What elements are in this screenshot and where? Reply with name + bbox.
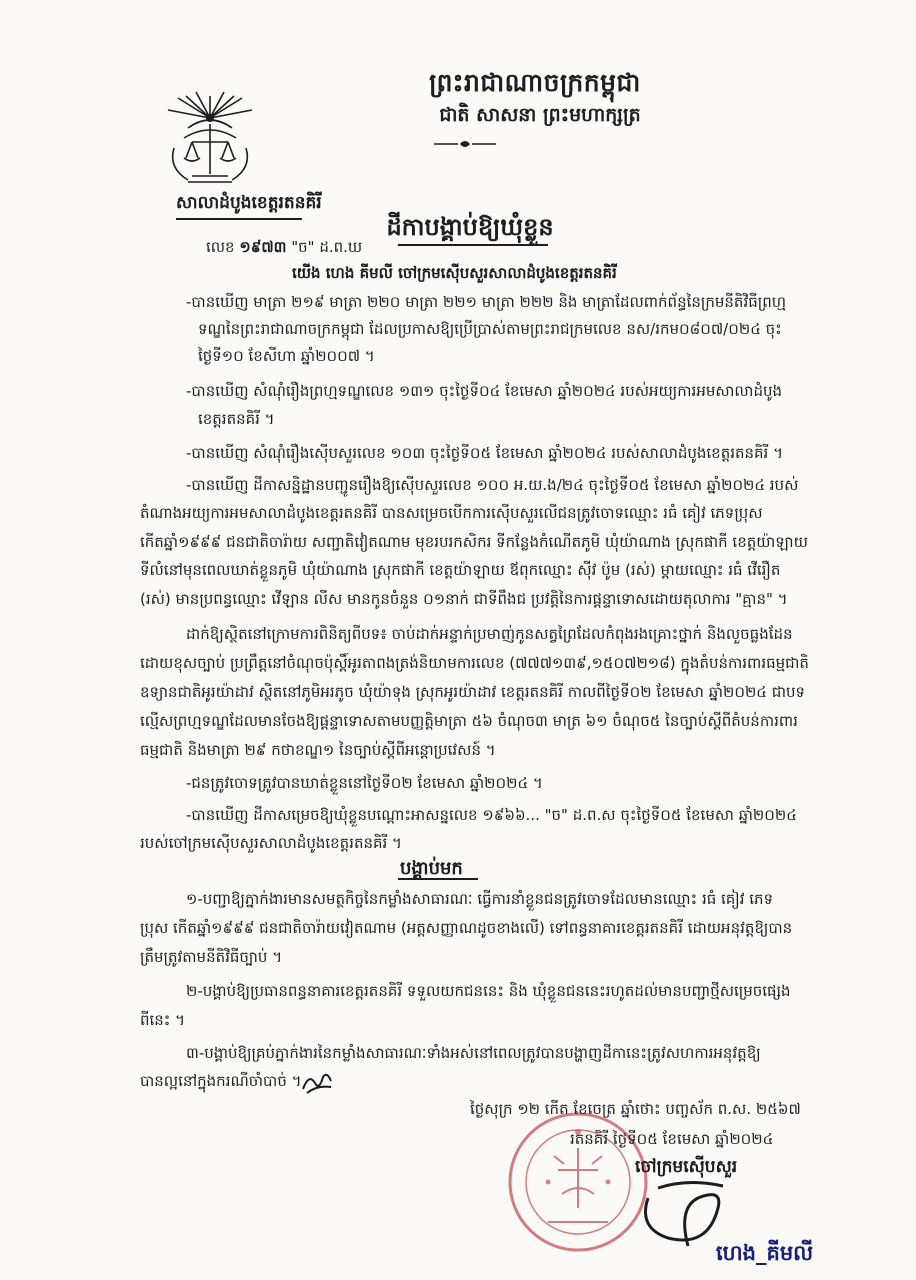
- reference-number: [206, 238, 362, 260]
- title-underline: [398, 244, 548, 246]
- body-line: ខេត្តរតនគិរី ។: [198, 410, 275, 428]
- body-line: ទីលំនៅមុនពេលឃាត់ខ្លួនភូមិ ឃុំយ៉ាណាង ស្រុកផាកី ខេត្តយ៉ាឡាយ ឪពុកឈ្មោះ ស៊ីវ ប៉ូម (រស់) ម្ដាយឈ្មោះ រធំ វើរឿត: [140, 561, 781, 579]
- body-line: ធម្មជាតិ និងមាត្រា ២៩ កថាខណ្ឌ១ នៃច្បាប់ស្ដីពីអន្តោប្រវេសន៍ ។: [140, 741, 496, 759]
- order-line: ២-បង្គាប់ឱ្យប្រធានពន្ធនាគារខេត្តរតនគិរី ទទួលយកជននេះ និង ឃុំខ្លួនជននេះរហូតដល់មានបញ្ជាថ្មីសម្រេចផ្សេង: [186, 982, 791, 1000]
- body-line: ល្មើសព្រហ្មទណ្ឌដែលមានចែងឱ្យផ្ដន្ទាទោសតាមបញ្ញត្តិមាត្រា ៥៦ ចំណុច៣ មាត្រ ៦១ ចំណុច៥ នៃច្បាប់ស្ដីពីតំបន់ការពារ: [140, 712, 798, 730]
- body-line: ដោយខុសច្បាប់ ប្រព្រឹត្តនៅចំណុចប៉ុស្ដិ៍អូរតាពងត្រង់និយាមការលេខ (៧៧៧១៣៩,១៥០៧២១៨) ក្នុងតំបន់ការពារធម្មជាតិ: [140, 654, 809, 672]
- body-line: តំណាងអយ្យការអមសាលាដំបូងខេត្តរតនគិរី បានសម្រេចបើកការស៊ើបសួរលើជនត្រូវចោទឈ្មោះ រធំ គៀវ ភេទប្រុស: [140, 504, 763, 522]
- orders-heading-underline: [398, 878, 478, 880]
- body-line: ទណ្ឌនៃព្រះរាជាណាចក្រកម្ពុជា ដែលប្រកាសឱ្យប្រើប្រាស់តាមព្រះរាជក្រមលេខ នស/រកម០៨០៧/០២៤ ចុះ: [198, 320, 782, 338]
- signer-name: ហេង_គីមលី: [716, 1241, 814, 1265]
- ornament-divider-icon: [432, 138, 498, 150]
- order-line: ពីនេះ ។: [140, 1011, 186, 1029]
- order-line: ត្រឹមត្រូវតាមនីតិវិធីច្បាប់ ។: [140, 948, 283, 966]
- body-line: កើតឆ្នាំ១៩៩៩ ជនជាតិចារ៉ាយ សញ្ជាតិវៀតណាម មុខរបរកសិករ ទីកន្លែងកំណើតភូមិ ឃុំយ៉ាណាង ស្រុកផាកី ខេត្តយ៉ាឡាយ: [140, 533, 808, 551]
- order-line: ប្រុស កើតឆ្នាំ១៩៩៩ ជនជាតិចារ៉ាយវៀតណាម (អត្តសញ្ញាណដូចខាងលើ) ទៅពន្ធនាគារខេត្តរតនគិរី ដោយអនុវត្តឱ្យបាន: [140, 919, 793, 937]
- body-line: -បានឃើញ ដីកាសន្និដ្ឋានបញ្ជូនរឿងឱ្យស៊ើបសួរលេខ ១០០ អ.យ.ង/២៤ ចុះថ្ងៃទី០៥ ខែមេសា ឆ្នាំ២០២៤ របស់: [186, 476, 799, 494]
- document-title: ដីកាបង្គាប់ឱ្យឃុំខ្លួន: [386, 213, 554, 241]
- orders-heading: បង្គាប់មក: [400, 858, 463, 879]
- order-line: បានល្អនៅក្នុងករណីចាំបាច់ ។: [140, 1072, 302, 1090]
- body-line: (រស់) មានប្រពន្ធឈ្មោះ វើឡាន លីស មានកូនចំនួន ០១នាក់ ជាទីពឹងជ ប្រវត្តិនៃការផ្ដន្ទាទោសដោយតុលាការ "គ្មាន" ។: [140, 590, 788, 608]
- handwritten-initial-icon: [301, 1069, 335, 1097]
- place-date: រតនគិរី ថ្ងៃទី០៥ ខែមេសា ឆ្នាំ២០២៤: [570, 1130, 774, 1148]
- body-line: -បានឃើញ សំណុំរឿងស៊ើបសួរលេខ ១០៣ ចុះថ្ងៃទី០៥ ខែមេសា ឆ្នាំ២០២៤ របស់សាលាដំបូងខេត្តរតនគិរី ។: [186, 444, 783, 462]
- court-seal-stamp-icon: [508, 1098, 648, 1268]
- body-line: -បានឃើញ សំណុំរឿងព្រហ្មទណ្ឌលេខ ១៣១ ចុះថ្ងៃទី០៤ ខែមេសា ឆ្នាំ២០២៤ របស់អយ្យការអមសាលាដំបូង: [186, 382, 783, 400]
- kingdom-heading: ព្រះរាជាណាចក្រកម្ពុជា: [429, 68, 641, 97]
- court-name: សាលាដំបូងខេត្តរតនគិរី: [176, 193, 322, 213]
- order-line: ១-បញ្ជាឱ្យភ្នាក់ងារមានសមត្ថកិច្ចនៃកម្លាំងសាធារណៈ ធ្វើការនាំខ្លួនជនត្រូវចោទដែលមានឈ្មោះ រធំ គៀវ ភេទ: [186, 890, 774, 908]
- national-motto: ជាតិ សាសនា ព្រះមហាក្សត្រ: [439, 104, 641, 126]
- signer-title: ចៅក្រមស៊ើបសួរ: [635, 1157, 738, 1177]
- court-emblem-icon: [158, 88, 262, 188]
- ref-suffix: "ច" ដ.ព.ឃ: [291, 238, 363, 256]
- order-line: ៣-បង្គាប់ឱ្យគ្រប់ភ្នាក់ងារនៃកម្លាំងសាធារណៈទាំងអស់នៅពេលត្រូវបានបង្ហាញដីកានេះត្រូវសហការអនុវត្តឱ្យ: [186, 1044, 761, 1062]
- ref-number: ១៩៧៣: [239, 238, 287, 256]
- lunar-date: ថ្ងៃសុក្រ ១២ កើត ខែចេត្រ ឆ្នាំថោះ បញ្ចស័ក ព.ស. ២៥៦៧: [470, 1100, 801, 1118]
- body-line: របស់ចៅក្រមស៊ើបសួរសាលាដំបូងខេត្តរតនគិរី ។: [140, 834, 402, 852]
- body-line: ដាក់ឱ្យស្ថិតនៅក្រោមការពិនិត្យពីបទ៖ ចាប់ដាក់អន្ទាក់ប្រមាញ់កូនសត្វព្រៃដែលកំពុងរងគ្រោះថ្នាក់ និងលួចធ្លងដែន: [186, 625, 793, 643]
- body-line: ឧទ្យានជាតិអូរយ៉ាដាវ ស្ថិតនៅភូមិអរភូច ឃុំយ៉ាទុង ស្រុកអូរយ៉ាដាវ ខេត្តរតនគិរី កាលពីថ្ងៃទី០២ ខែមេសា ឆ្នាំ២០២៤ ជាបទ: [140, 683, 806, 701]
- body-line: ថ្ងៃទី១០ ខែសីហា ឆ្នាំ២០០៧ ។: [198, 347, 375, 365]
- court-underline: [176, 218, 302, 220]
- body-line: -បានឃើញ ដីកាសម្រេចឱ្យឃុំខ្លួនបណ្ដោះអាសន្នលេខ ១៩៦៦... "ច" ដ.ព.ស ចុះថ្ងៃទី០៥ ខែមេសា ឆ្នាំ២០២៤: [186, 806, 797, 824]
- body-line: -ជនត្រូវចោទត្រូវបានឃាត់ខ្លួននៅថ្ងៃទី០២ ខែមេសា ឆ្នាំ២០២៤ ។: [186, 774, 543, 792]
- ref-label: លេខ: [206, 238, 235, 256]
- body-line: -បានឃើញ មាត្រា ២១៩ មាត្រា ២២០ មាត្រា ២២១ មាត្រា ២២២ និង មាត្រាដែលពាក់ព័ន្ធនៃក្រមនីតិវិធីព្រហ្ម: [186, 293, 786, 311]
- body-line: យើង ហេង គីមលី ចៅក្រមស៊ើបសួរសាលាដំបូងខេត្តរតនគិរី: [292, 264, 617, 282]
